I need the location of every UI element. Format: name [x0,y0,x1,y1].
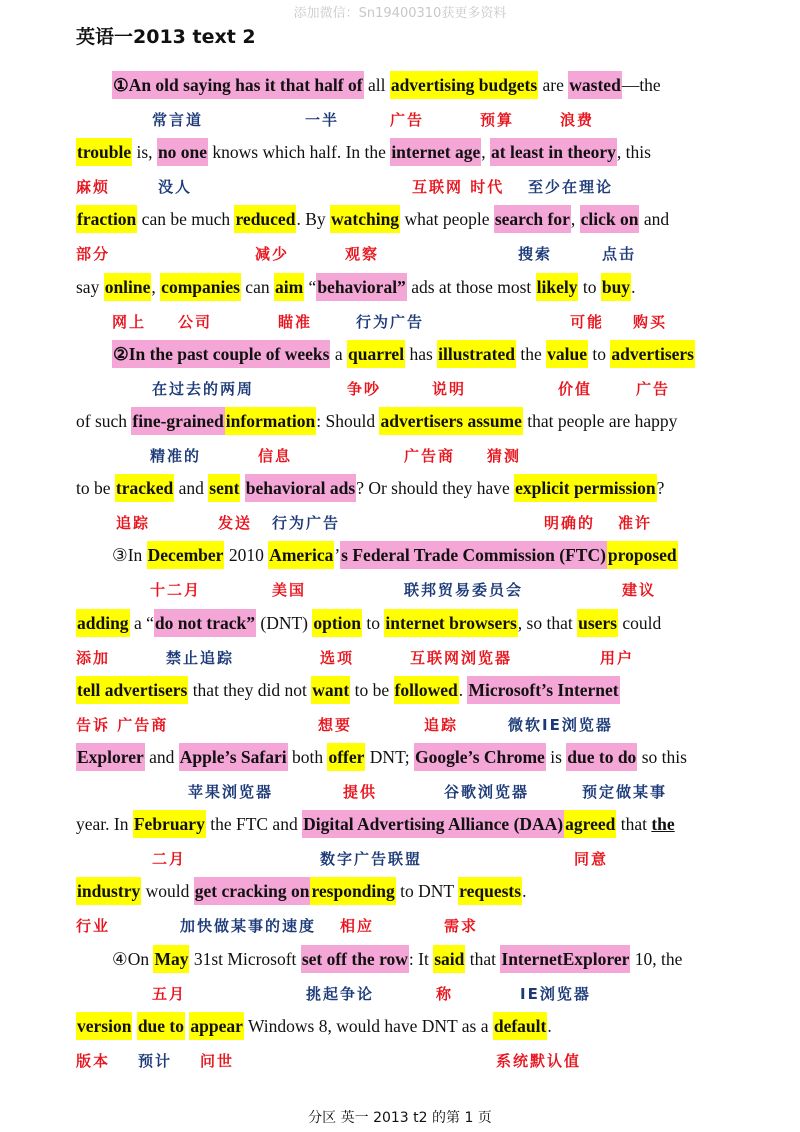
translation-note: 追踪 [116,514,151,532]
yellow-highlight: value [546,340,588,368]
plain-text: say [76,277,104,297]
plain-text: to [362,613,385,633]
text-line [76,407,766,435]
translation-notes [0,714,800,740]
yellow-highlight: internet browsers [384,609,517,637]
translation-notes [0,983,800,1009]
translation-note: 同意 [574,850,609,868]
plain-text: —the [621,75,661,95]
plain-text: would [141,881,194,901]
translation-note: 在过去的两周 [152,380,255,398]
plain-text: ④On [112,949,154,969]
plain-text: : Should [316,411,380,431]
text-line [76,810,766,838]
translation-note: 至少在理论 [528,178,614,196]
translation-note: 微软IE浏览器 [508,716,613,734]
plain-text: . [458,680,468,700]
text-line [76,743,766,771]
pink-highlight: set off the row [301,945,409,973]
plain-text: . [522,881,527,901]
pink-highlight: get cracking on [194,877,311,905]
translation-note: 猜测 [487,447,522,465]
plain-text: : It [408,949,434,969]
page-title: 英语一2013 text 2 [76,26,256,48]
plain-text: has [405,344,438,364]
plain-text: is [545,747,567,767]
yellow-highlight: tell advertisers [76,676,188,704]
text-line [76,205,766,233]
yellow-highlight: proposed [607,541,678,569]
yellow-highlight: version [76,1012,132,1040]
pink-highlight: at least in theory [490,138,617,166]
translation-note: 预定做某事 [582,783,668,801]
plain-text: 31st Microsoft [189,949,301,969]
plain-text: is, [132,142,157,162]
pink-highlight: ②In the past couple of weeks [112,340,330,368]
plain-text: year. In [76,814,133,834]
plain-text: of such [76,411,132,431]
yellow-highlight: advertising budgets [390,71,538,99]
translation-note: 选项 [320,649,355,667]
pink-highlight: wasted [568,71,622,99]
translation-note: 价值 [558,380,593,398]
plain-text: can [240,277,274,297]
translation-note: 互联网 时代 [412,178,505,196]
yellow-highlight: trouble [76,138,132,166]
translation-notes [0,579,800,605]
pink-highlight: ①An old saying has it that half of [112,71,364,99]
pink-highlight: behavioral” [316,273,406,301]
plain-text: ? [656,478,665,498]
plain-text: the [515,344,547,364]
plain-text: “ [304,277,317,297]
text-line [112,945,800,973]
yellow-highlight: responding [310,877,395,905]
text-line [112,541,800,569]
plain-text: to [578,277,601,297]
translation-note: 可能 [570,313,605,331]
plain-text: all [363,75,390,95]
translation-note: 发送 [218,514,253,532]
pink-highlight: behavioral ads [245,474,356,502]
plain-text: that [465,949,501,969]
translation-note: 预算 [480,111,515,129]
yellow-highlight: option [312,609,362,637]
yellow-highlight: reduced [234,205,296,233]
translation-note: 广告 [390,111,425,129]
pink-highlight: Explorer [76,743,145,771]
plain-text: that they did not [188,680,312,700]
translation-note: 精准的 [150,447,202,465]
yellow-highlight: May [153,945,189,973]
yellow-highlight: users [577,609,618,637]
translation-note: 添加 [76,649,111,667]
translation-note: 广告商 [404,447,456,465]
pink-highlight: Apple’s Safari [179,743,288,771]
yellow-highlight: online [104,273,152,301]
yellow-highlight: buy [601,273,631,301]
yellow-highlight: illustrated [437,340,516,368]
yellow-highlight: tracked [115,474,174,502]
translation-note: 需求 [444,917,479,935]
translation-note: 公司 [178,313,213,331]
plain-text: to be [76,478,115,498]
text-line [76,1012,766,1040]
translation-note: 加快做某事的速度 [180,917,317,935]
translation-note: 谷歌浏览器 [444,783,530,801]
plain-text: ? Or should they have [356,478,515,498]
plain-text: (DNT) [256,613,313,633]
plain-text: 10, the [630,949,683,969]
translation-notes [0,445,800,471]
yellow-highlight: February [133,810,206,838]
plain-text: ’ [334,545,341,565]
translation-note: 浪费 [560,111,595,129]
pink-highlight: internet age [390,138,481,166]
translation-note: 常言道 [152,111,204,129]
watermark-text: 添加微信：Sn19400310获更多资料 [293,6,507,21]
plain-text: both [287,747,328,767]
translation-note: 准许 [618,514,653,532]
translation-note: 告诉 广告商 [76,716,169,734]
yellow-highlight: December [147,541,225,569]
translation-note: 一半 [305,111,340,129]
yellow-highlight: due to [137,1012,185,1040]
pink-highlight: due to do [566,743,637,771]
plain-text: to [587,344,611,364]
text-line [76,676,766,704]
text-line [112,340,800,368]
translation-note: 预计 [138,1052,173,1070]
translation-note: 提供 [343,783,378,801]
translation-notes [0,915,800,941]
yellow-highlight: information [225,407,316,435]
yellow-highlight: want [311,676,350,704]
yellow-highlight: likely [536,273,579,301]
text-line [76,474,766,502]
pink-highlight: InternetExplorer [500,945,630,973]
pink-highlight: search for [494,205,571,233]
text-line [112,71,800,99]
plain-text: ads at those most [406,277,536,297]
translation-note: 建议 [622,581,657,599]
plain-text: , [481,142,490,162]
yellow-highlight: fraction [76,205,137,233]
yellow-highlight: advertisers assume [379,407,522,435]
translation-notes [0,781,800,807]
translation-note: 没人 [158,178,193,196]
translation-notes [0,311,800,337]
pink-highlight: Google’s Chrome [414,743,546,771]
pink-highlight: fine-grained [131,407,224,435]
plain-text: so this [637,747,687,767]
translation-note: 部分 [76,245,111,263]
text-line [76,138,766,166]
plain-text: can be much [137,209,235,229]
pink-highlight: Microsoft’s Internet [467,676,619,704]
translation-note: 版本 [76,1052,111,1070]
plain-text: and [144,747,179,767]
yellow-highlight: advertisers [610,340,695,368]
plain-text: . [547,1016,552,1036]
translation-note: 二月 [152,850,187,868]
translation-note: 相应 [340,917,375,935]
plain-text: that [616,814,652,834]
translation-note: 十二月 [150,581,202,599]
translation-note: 说明 [432,380,467,398]
yellow-highlight: companies [160,273,241,301]
plain-text: and [639,209,670,229]
plain-text: ③In [112,545,147,565]
translation-note: 追踪 [424,716,459,734]
yellow-highlight: agreed [564,810,616,838]
translation-note: 苹果浏览器 [188,783,274,801]
yellow-highlight: appear [189,1012,244,1040]
plain-text: a [330,344,347,364]
translation-note: 问世 [200,1052,235,1070]
translation-note: 系统默认值 [496,1052,582,1070]
yellow-highlight: offer [327,743,365,771]
yellow-highlight: sent [208,474,240,502]
translation-note: 行为广告 [356,313,425,331]
translation-note: 数字广告联盟 [320,850,423,868]
plain-text: . [631,277,636,297]
translation-note: 行业 [76,917,111,935]
yellow-highlight: adding [76,609,130,637]
translation-note: 联邦贸易委员会 [404,581,524,599]
text-line [76,609,766,637]
translation-note: 用户 [600,649,635,667]
translation-note: 明确的 [544,514,596,532]
yellow-highlight: America [268,541,334,569]
yellow-highlight: said [433,945,465,973]
translation-note: IE浏览器 [520,985,591,1003]
translation-note: 瞄准 [278,313,313,331]
translation-note: 信息 [258,447,293,465]
translation-note: 观察 [345,245,380,263]
pink-highlight: Digital Advertising Alliance (DAA) [302,810,564,838]
plain-text: DNT; [365,747,415,767]
translation-notes [0,176,800,202]
plain-text: the FTC and [205,814,303,834]
plain-text: Windows 8, would have DNT as a [243,1016,493,1036]
plain-text: and [174,478,209,498]
translation-note: 互联网浏览器 [410,649,513,667]
translation-notes [0,109,800,135]
translation-notes [0,512,800,538]
translation-note: 美国 [272,581,307,599]
pink-highlight: s Federal Trade Commission (FTC) [340,541,607,569]
translation-note: 网上 [112,313,147,331]
plain-text: , [151,277,161,297]
page-footer: 分区 英一 2013 t2 的第 1 页 [308,1110,492,1126]
plain-text: , [570,209,580,229]
plain-text: a “ [129,613,154,633]
plain-text: . By [296,209,330,229]
plain-text: knows which half. In the [208,142,391,162]
plain-text: the [651,814,675,834]
plain-text: to be [350,680,394,700]
plain-text: , this [616,142,651,162]
pink-highlight: do not track” [154,609,256,637]
text-line [76,273,766,301]
text-line [76,877,766,905]
yellow-highlight: quarrel [347,340,405,368]
plain-text: that people are happy [522,411,678,431]
translation-note: 广告 [636,380,671,398]
plain-text: are [538,75,569,95]
translation-note: 想要 [318,716,353,734]
translation-notes [0,243,800,269]
yellow-highlight: default [493,1012,548,1040]
plain-text: to DNT [395,881,459,901]
translation-note: 称 [436,985,454,1003]
translation-notes [0,848,800,874]
translation-note: 搜索 [518,245,553,263]
plain-text: 2010 [224,545,269,565]
translation-note: 减少 [255,245,290,263]
translation-note: 五月 [152,985,187,1003]
translation-note: 争吵 [347,380,382,398]
yellow-highlight: industry [76,877,141,905]
pink-highlight: no one [157,138,208,166]
yellow-highlight: explicit permission [514,474,656,502]
translation-notes [0,378,800,404]
translation-note: 行为广告 [272,514,341,532]
yellow-highlight: requests [458,877,522,905]
translation-note: 禁止追踪 [166,649,235,667]
plain-text: what people [400,209,494,229]
plain-text: , so that [517,613,578,633]
translation-note: 挑起争论 [306,985,375,1003]
translation-note: 麻烦 [76,178,111,196]
yellow-highlight: watching [330,205,400,233]
plain-text: could [618,613,662,633]
yellow-highlight: followed [394,676,459,704]
translation-note: 点击 [602,245,637,263]
translation-notes [0,1050,800,1076]
translation-note: 购买 [633,313,668,331]
translation-notes [0,647,800,673]
pink-highlight: click on [580,205,640,233]
yellow-highlight: aim [274,273,304,301]
